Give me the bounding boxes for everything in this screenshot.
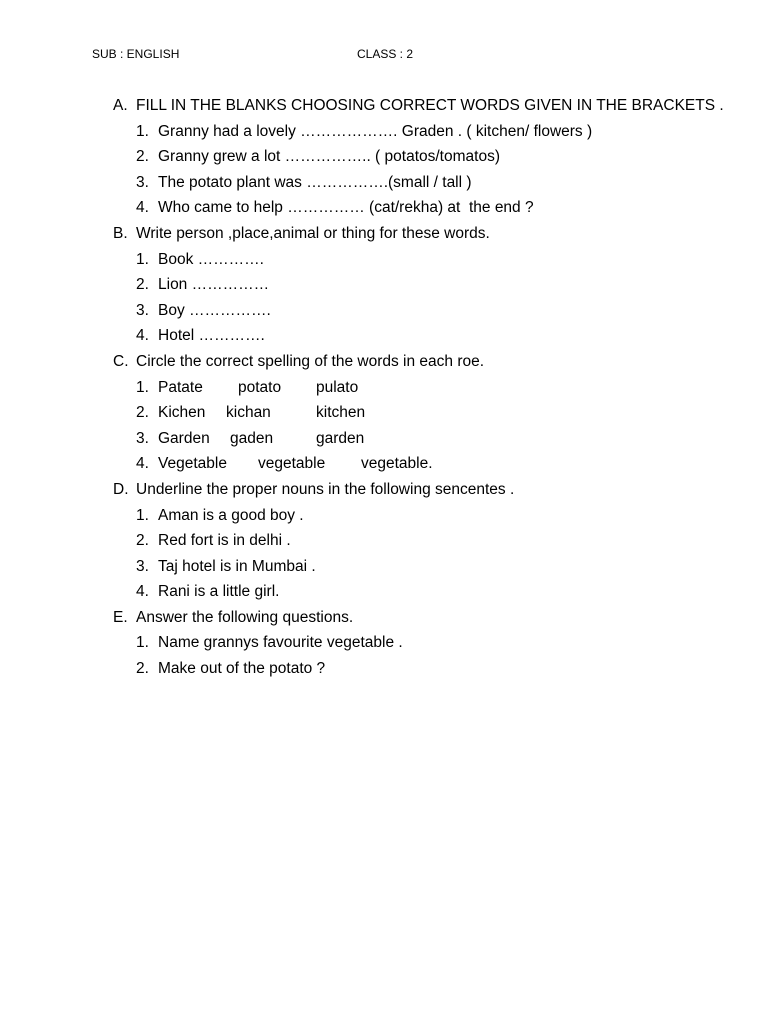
spelling-option: gaden: [230, 429, 274, 447]
item-number: 4.: [136, 199, 149, 217]
item-number: 1.: [136, 122, 149, 140]
list-item: [0, 426, 768, 452]
spelling-option: pulato: [316, 378, 359, 396]
section-marker: E.: [113, 608, 128, 626]
spelling-option: kichan: [226, 404, 271, 422]
item-number: 3.: [136, 173, 149, 191]
list-item: [0, 503, 768, 529]
item-text: Lion ……………: [158, 276, 270, 294]
item-number: 2.: [136, 276, 149, 294]
spelling-option: Kichen: [158, 404, 206, 422]
spelling-option: garden: [316, 429, 365, 447]
item-number: 2.: [136, 660, 149, 678]
item-number: 2.: [136, 404, 149, 422]
list-item: [0, 579, 768, 605]
list-item: [0, 247, 768, 273]
item-text: Aman is a good boy .: [158, 506, 304, 524]
item-text: Book ………….: [158, 250, 264, 268]
list-item: [0, 400, 768, 426]
item-number: 4.: [136, 327, 149, 345]
section-e-heading: [0, 605, 768, 631]
section-a-heading: [0, 93, 768, 119]
item-number: 1.: [136, 506, 149, 524]
item-number: 3.: [136, 301, 149, 319]
section-title: FILL IN THE BLANKS CHOOSING CORRECT WORDS GIVEN IN THE BRACKETS .: [136, 97, 724, 114]
list-item: [0, 451, 768, 477]
item-text: Rani is a little girl.: [158, 583, 280, 601]
list-item: [0, 298, 768, 324]
section-marker: C.: [113, 352, 129, 370]
spelling-option: potato: [238, 378, 282, 396]
section-title: Write person ,place,animal or thing for these words.: [136, 224, 490, 242]
list-item: [0, 144, 768, 170]
item-text: Hotel ………….: [158, 327, 265, 345]
item-number: 2.: [136, 148, 149, 166]
spelling-option: Vegetable: [158, 455, 227, 473]
list-item: [0, 119, 768, 145]
list-item: [0, 170, 768, 196]
section-marker: B.: [113, 224, 128, 242]
item-text: Who came to help …………… (cat/rekha) at the end ?: [158, 199, 534, 217]
item-number: 1.: [136, 378, 149, 396]
list-item: [0, 656, 768, 682]
item-text: Red fort is in delhi .: [158, 532, 291, 550]
section-c-heading: [0, 349, 768, 375]
item-text: Taj hotel is in Mumbai .: [158, 557, 316, 575]
section-title: Answer the following questions.: [136, 608, 354, 626]
item-text: Name grannys favourite vegetable .: [158, 634, 403, 652]
list-item: [0, 554, 768, 580]
spelling-option: Garden: [158, 429, 210, 447]
list-item: [0, 630, 768, 656]
item-number: 1.: [136, 250, 149, 268]
item-text: Granny grew a lot …………….. ( potatos/tomatos): [158, 148, 500, 166]
list-item: [0, 323, 768, 349]
list-item: [0, 195, 768, 221]
item-number: 4.: [136, 455, 149, 473]
spelling-option: vegetable.: [361, 455, 433, 473]
subject-label: SUB : ENGLISH: [92, 47, 180, 61]
list-item: [0, 272, 768, 298]
item-text: Make out of the potato ?: [158, 660, 326, 678]
spelling-option: kitchen: [316, 404, 366, 422]
section-title: Circle the correct spelling of the words in each roe.: [136, 352, 485, 370]
list-item: [0, 528, 768, 554]
section-b-heading: [0, 221, 768, 247]
spelling-option: vegetable: [258, 455, 326, 473]
section-marker: A.: [113, 97, 128, 114]
item-number: 2.: [136, 532, 149, 550]
item-number: 1.: [136, 634, 149, 652]
item-number: 3.: [136, 429, 149, 447]
question-list: [0, 93, 768, 682]
item-number: 3.: [136, 557, 149, 575]
section-marker: D.: [113, 480, 129, 498]
spelling-option: Patate: [158, 378, 203, 396]
list-item: [0, 375, 768, 401]
section-d-heading: [0, 477, 768, 503]
item-text: Boy …………….: [158, 301, 271, 319]
section-title: Underline the proper nouns in the following sencentes .: [136, 480, 515, 498]
item-text: Granny had a lovely ………………. Graden . ( kitchen/ flowers ): [158, 122, 593, 140]
item-number: 4.: [136, 583, 149, 601]
class-label: CLASS : 2: [357, 47, 414, 61]
item-text: The potato plant was …………….(small / tall ): [158, 173, 472, 191]
